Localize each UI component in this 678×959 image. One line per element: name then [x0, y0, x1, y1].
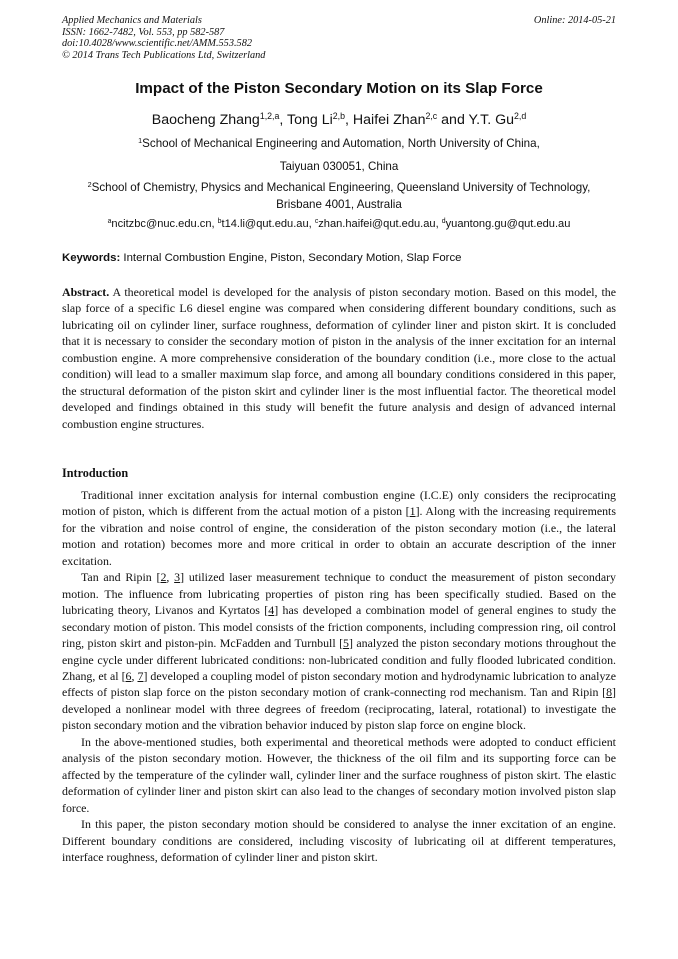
text-run: , — [166, 570, 175, 585]
aff-line: Taiyuan 030051, China — [279, 160, 399, 173]
author-sup: 2,c — [425, 111, 438, 122]
paragraph — [62, 569, 616, 734]
paragraph: In the above-mentioned studies, both experimental and theoretical methods were adopted to conduct efficient analysis of the piston secondary motion. However, the thickness of the oil film and its supporting force can be affected by the temperature of the cylinder wall, cylinder liner and the surface roughness of piston skirt. The elastic deformation of cylinder liner and piston skirt can also lead to the changes of secondary motion involved piston slap force. — [62, 734, 616, 815]
keywords-label: Keywords: — [62, 252, 121, 264]
paper-title: Impact of the Piston Secondary Motion on its Slap Force — [135, 80, 543, 97]
text-run: ] utilized laser measurement technique to conduct the measurement of piston secondary motion. The influence from lubricating properties of piston ring has been specifically studied. Based on the lubricating theory, Livanos and Kyrtatos [ — [62, 570, 617, 618]
aff-line: School of Chemistry, Physics and Mechanical Engineering, Queensland University of Technology, — [91, 181, 591, 194]
citation-link[interactable]: 8 — [606, 685, 613, 700]
text-run: ] developed a coupling model of piston secondary motion and hydrodynamic lubrication to analyze effects of piston slap force on the piston secondary motion of crank-connecting rod mechanism. Tan and Ripin [ — [62, 668, 616, 700]
issn-line: ISSN: 1662-7482, Vol. 553, pp 582-587 — [62, 26, 225, 38]
text-run: ] analyzed the piston secondary motions throughout the engine cycle under different lubricated conditions: non-lubricated condition and fully flooded lubricated condition. Zhang, et al [ — [62, 636, 616, 683]
email-address[interactable]: zhan.haifei@qut.edu.au — [318, 218, 436, 230]
aff-sup: 1 — [138, 136, 143, 146]
email-sup: d — [441, 218, 446, 226]
text-run: ] developed a nonlinear model with three degrees of freedom (reciprocating, lateral, rotational) to investigate the piston secondary motion and the vibration behavior induced by piston slap force on engine block. — [62, 685, 616, 733]
author-list: Baocheng Zhang$^{1,2,a}$, Tong Li$^{2,b}$, Haifei Zhan$^{2,c}$ and Y.T. Gu$^{2,d}$ — [151, 111, 527, 128]
abstract-text: A theoretical model is developed for the analysis of piston secondary motion. Based on this model, the slap force of a specific L6 diesel engine was compared when considering different boundary conditions, such as lubricating oil on cylinder liner, surface roughness, deformation of cylinder liner and piston skirt. It is concluded that it is necessary to consider the secondary motion of piston in the analysis of the inner excitation for an internal combustion engine. A more comprehensive consideration of the boundary condition (i.e., more close to the actual condition) will lead to a smaller maximum slap force, and among all boundary conditions considered in this paper, the structural deformation of the piston skirt and cylinder liner is the most influential factor. The theoretical model developed and findings obtained in this study will benefit the future analysis and design of advanced internal combustion engine structures. — [62, 285, 616, 431]
affiliation-2 — [62, 179, 616, 213]
introduction-body — [62, 487, 616, 865]
aff-sup: 2 — [87, 180, 92, 190]
aff-line: School of Mechanical Engineering and Automation, North University of China, — [142, 137, 540, 150]
email-address[interactable]: yuantong.gu@qut.edu.au — [445, 218, 571, 230]
journal-header — [62, 15, 616, 61]
text-run: ] has developed a combination model of general engines to study the secondary motion of piston. This model consists of the friction components, including compression ring, oil control ring, piston skirt and piston-pin. McFadden and Turnbull [ — [62, 603, 616, 651]
citation-link[interactable]: 4 — [268, 603, 275, 618]
keywords — [62, 252, 616, 264]
text-run: Traditional inner excitation analysis for internal combustion engine (I.C.E) only considers the reciprocating motion of piston, which is different from the actual motion of a piston [ — [62, 488, 616, 519]
author-name: Tong Li — [287, 112, 333, 128]
section-heading-introduction: Introduction — [62, 466, 129, 480]
author-name: Baocheng Zhang — [151, 112, 260, 128]
email-sup: c — [314, 218, 319, 226]
citation-link[interactable]: 3 — [174, 570, 181, 585]
text-run: , — [131, 668, 138, 683]
author-sup: 2,b — [332, 111, 346, 122]
author-name: Haifei Zhan — [352, 112, 426, 128]
copyright-line: © 2014 Trans Tech Publications Ltd, Switzerland — [62, 49, 266, 61]
citation-link[interactable]: 2 — [160, 570, 167, 585]
email-sup: b — [217, 218, 222, 226]
author-name: Y.T. Gu — [468, 112, 515, 128]
author-sup: 1,2,a — [259, 111, 280, 122]
journal-name: Applied Mechanics and Materials — [62, 15, 202, 26]
citation-link[interactable]: 6 — [125, 668, 132, 683]
text-run: ]. Along with the increasing requirements for the vibration and noise control of engine, the consideration of the piston secondary motion (i.e., the lateral motion and rotation) becomes more and more critical in order to obtain an accurate description of the inner excitation. — [62, 504, 616, 568]
paragraph — [62, 487, 616, 569]
citation-link[interactable]: 1 — [409, 504, 416, 519]
email-list: $^a$ncitzbc@nuc.edu.cn, $^b$t14.li@qut.edu.au, $^c$zhan.haifei@qut.edu.au, $^d$yuantong.gu@qut.edu.au — [107, 218, 571, 230]
paragraph: In this paper, the piston secondary motion should be considered to analyse the inner excitation of an engine. Different boundary conditions are considered, including viscosity of lubricating oil at different temperatures, interface roughness, deformation of cylinder liner and piston skirt. — [62, 817, 616, 864]
abstract-label: Abstract. — [62, 285, 110, 299]
email-address[interactable]: t14.li@qut.edu.au — [221, 218, 309, 230]
citation-link[interactable]: 7 — [137, 668, 144, 683]
affiliation-1 — [62, 135, 616, 175]
email-address[interactable]: ncitzbc@nuc.edu.cn — [111, 218, 212, 230]
abstract — [62, 284, 616, 432]
author-sup: 2,d — [514, 111, 527, 122]
text-run: Tan and Ripin [ — [81, 570, 161, 585]
citation-link[interactable]: 5 — [343, 636, 349, 651]
email-sup: a — [107, 218, 112, 226]
aff-line: Brisbane 4001, Australia — [276, 198, 402, 211]
doi-line: doi:10.4028/www.scientific.net/AMM.553.582 — [62, 38, 252, 49]
online-date: Online: 2014-05-21 — [533, 15, 616, 26]
keywords-text: Internal Combustion Engine, Piston, Secondary Motion, Slap Force — [123, 252, 462, 264]
